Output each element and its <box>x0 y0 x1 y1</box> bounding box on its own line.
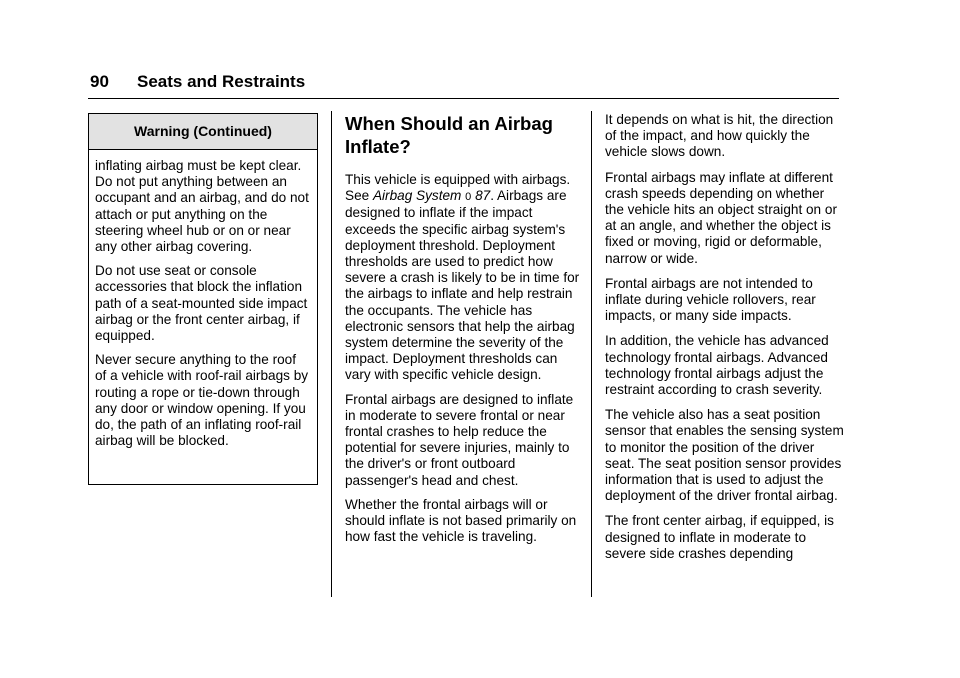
intro-paragraph: This vehicle is equipped with airbags. See Airbag System 0 87. Airbags are designed to inflate if the impact exceeds the specific airbag system's deployment threshold. Deployment thresholds are used to predict how severe a crash is likely to be in time for the airbags to inflate and help restrain the occupants. The vehicle has electronic sensors that help the airbag system determine the severity of the impact. Deployment thresholds can vary with specific vehicle design. <box>345 172 580 383</box>
cross-reference-link[interactable]: Airbag System <box>372 188 462 204</box>
section-heading-line1: When Should an Airbag <box>345 113 553 134</box>
body-paragraph: In addition, the vehicle has advanced technology frontal airbags. Advanced technology frontal airbags adjust the restraint according to crash severity. <box>605 333 829 398</box>
warning-paragraph: inflating airbag must be kept clear. Do not put anything between an occupant and an airbag, and do not attach or put anything on the steering wheel hub or on or near any other airbag covering. <box>95 158 309 255</box>
page-ref-arrow-icon: 0 <box>465 191 472 204</box>
body-paragraph: Frontal airbags may inflate at different crash speeds depending on whether the vehicle hits an object straight on or at an angle, and whether the object is fixed or moving, rigid or deformable, narrow or wide. <box>605 169 837 266</box>
warning-title: Warning (Continued) <box>89 114 317 150</box>
page-number: 90 <box>90 72 109 91</box>
warning-paragraph: Never secure anything to the roof of a vehicle with roof-rail airbags by routing a rope or tie-down through any door or window opening. If you do, the path of an inflating roof-rail airbag will be blocked. <box>95 352 309 449</box>
warning-body <box>89 150 317 449</box>
body-paragraph: It depends on what is hit, the direction of the impact, and how quickly the vehicle slows down. <box>605 112 834 160</box>
body-paragraph: The vehicle also has a seat position sensor that enables the sensing system to monitor the position of the driver seat. The seat position sensor provides information that is used to adjust the deployment of the driver frontal airbag. <box>605 407 844 504</box>
section-title-header: Seats and Restraints <box>137 72 306 91</box>
body-paragraph: Whether the frontal airbags will or should inflate is not based primarily on how fast the vehicle is traveling. <box>345 496 577 545</box>
warning-box <box>88 113 318 485</box>
section-heading <box>345 112 583 158</box>
warning-paragraph: Do not use seat or console accessories that block the inflation path of a seat-mounted side impact airbag or the front center airbag, if equipped. <box>95 263 308 344</box>
right-column <box>605 112 845 571</box>
page-header <box>90 72 838 92</box>
main-column <box>345 112 583 553</box>
body-paragraph: The front center airbag, if equipped, is designed to inflate in moderate to severe side crashes depending <box>605 513 834 561</box>
section-heading-line2: Inflate? <box>345 136 411 157</box>
column-divider <box>331 111 332 597</box>
cross-reference-page[interactable]: 87 <box>475 188 491 204</box>
body-paragraph: Frontal airbags are designed to inflate in moderate to severe frontal or near frontal crashes to help reduce the potential for severe injuries, mainly to the driver's or front outboard passenger's head and chest. <box>345 391 574 488</box>
column-divider <box>591 111 592 597</box>
body-paragraph: Frontal airbags are not intended to inflate during vehicle rollovers, rear impacts, or many side impacts. <box>605 275 816 324</box>
header-rule <box>88 98 839 99</box>
